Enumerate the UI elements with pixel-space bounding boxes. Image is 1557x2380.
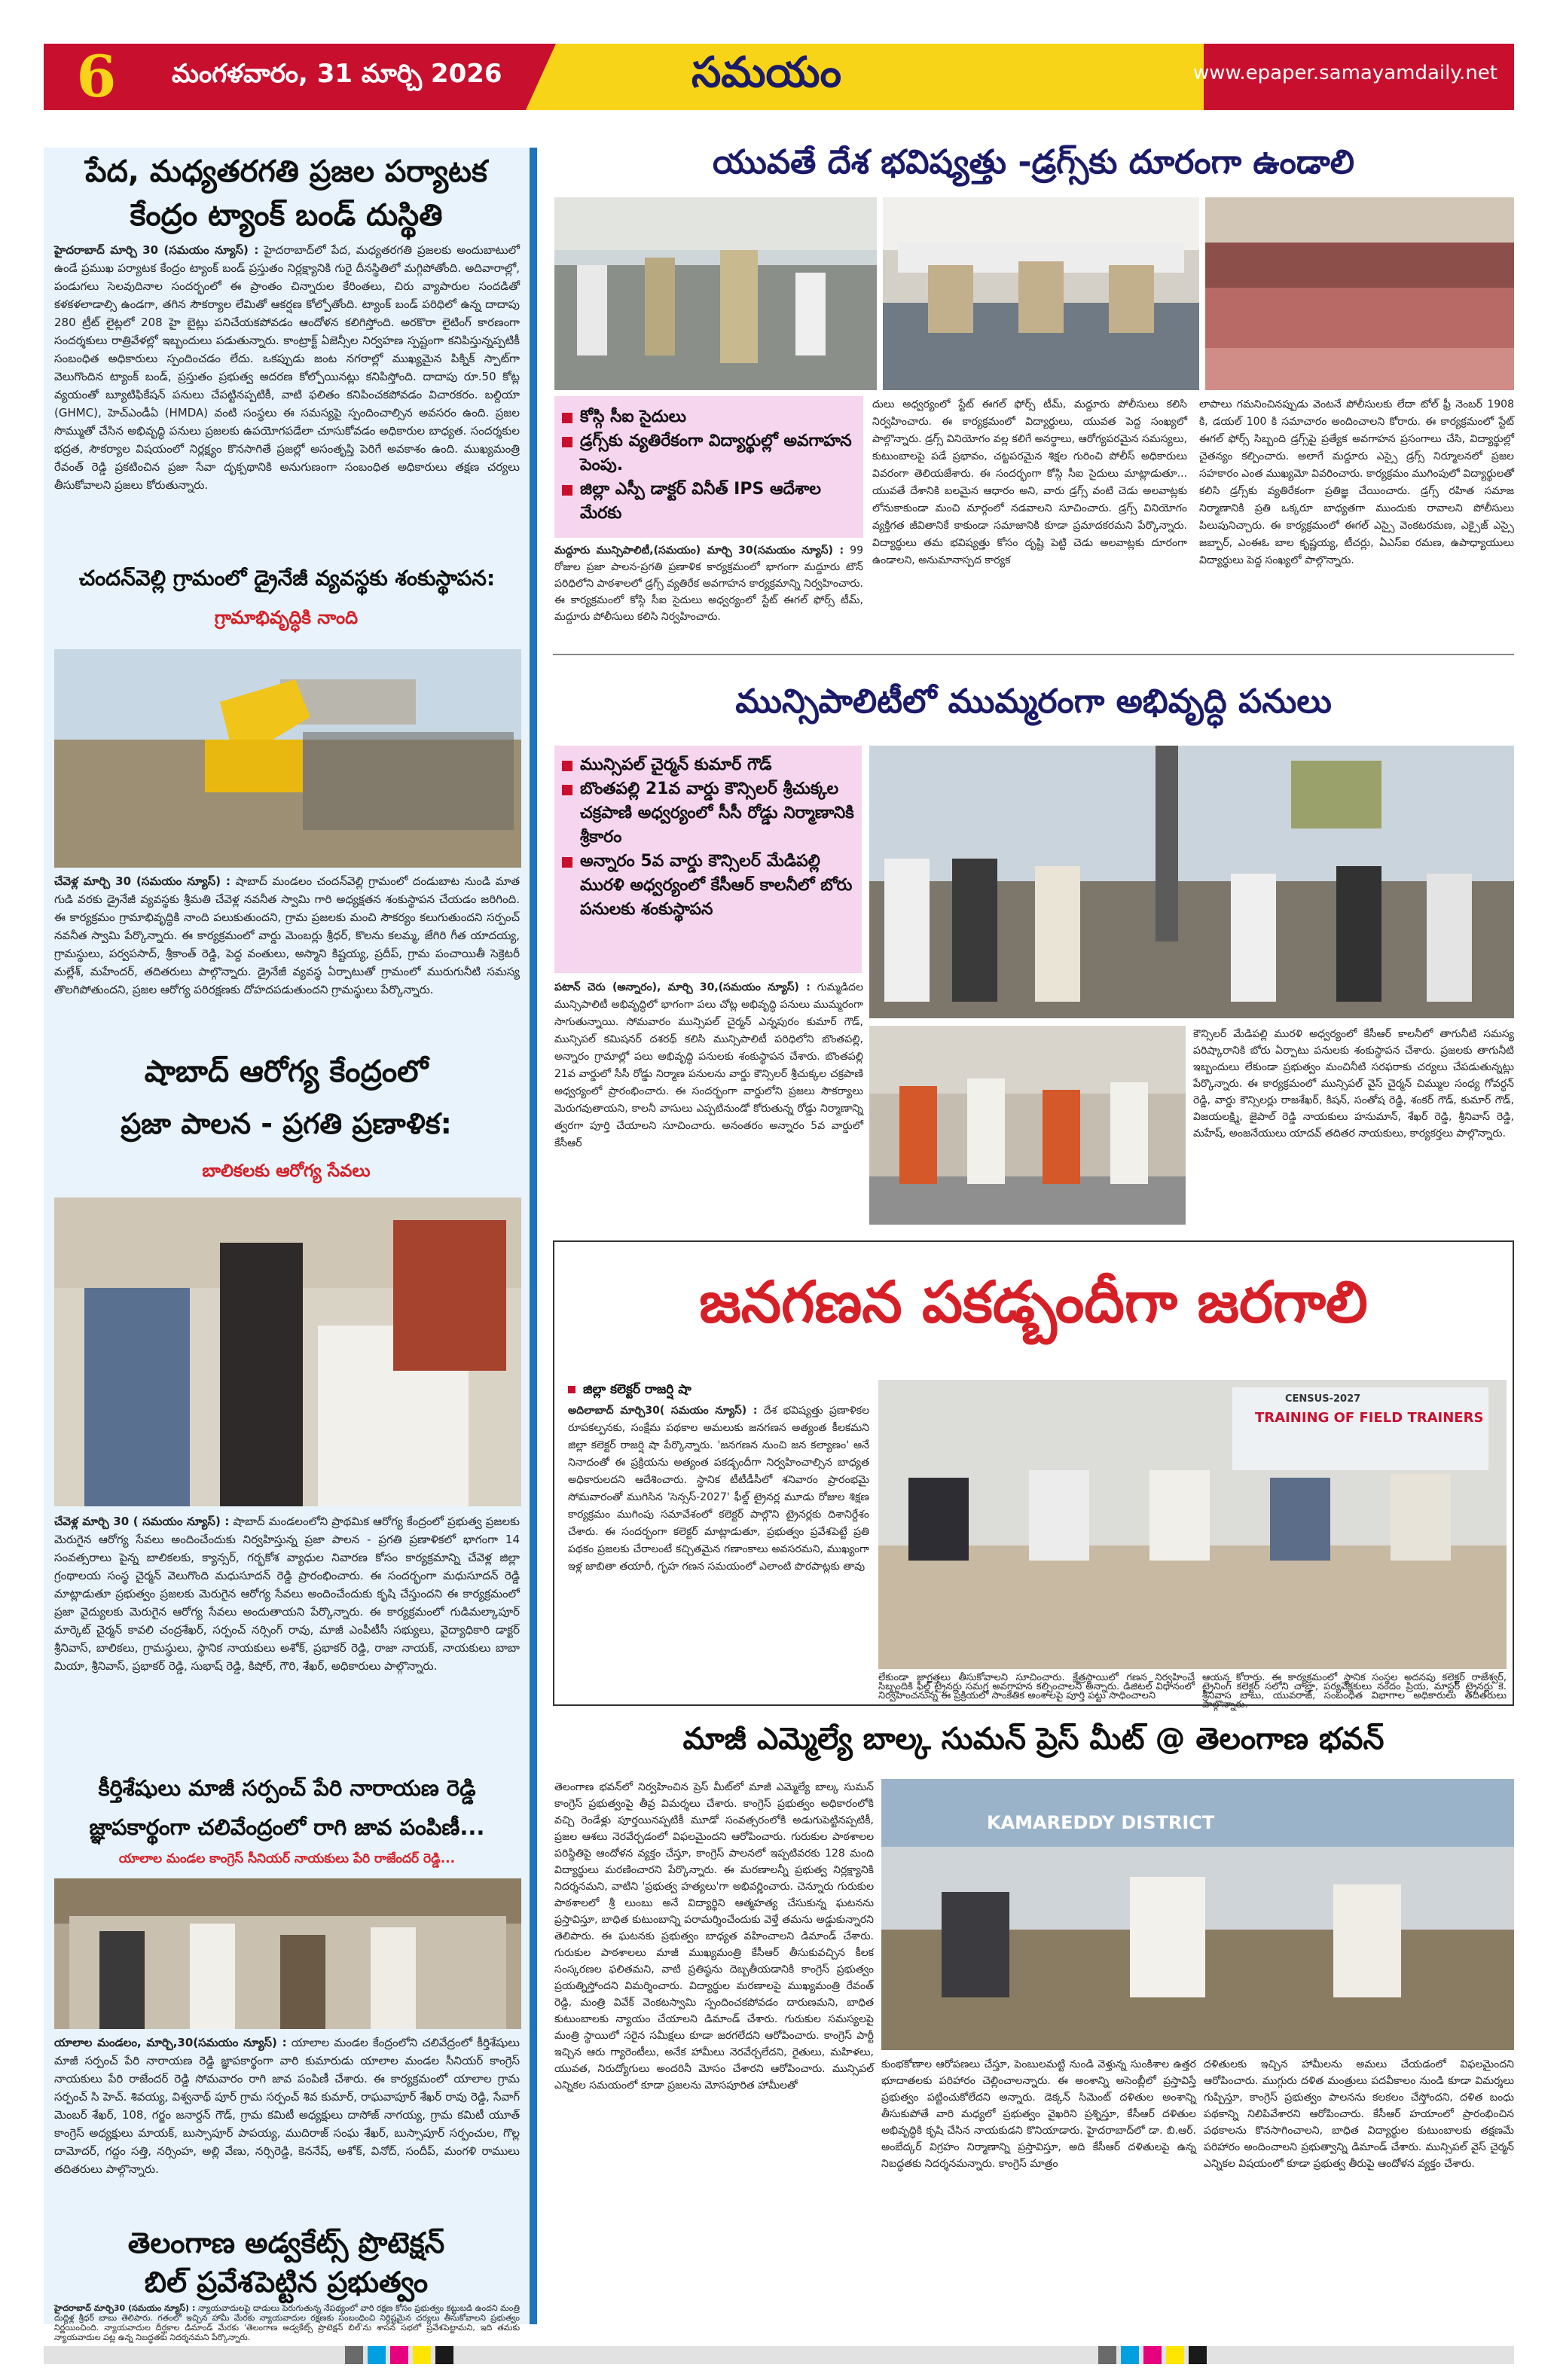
health-dateline: చేవెళ్ల మార్చి 30 ( సమయం న్యూస్) :	[54, 1515, 230, 1528]
health-article	[54, 1512, 520, 1768]
census-article-col1	[568, 1402, 869, 1663]
balka-article-col1	[554, 1779, 874, 2321]
bullet-square-icon	[562, 437, 572, 447]
balka-photo	[881, 1779, 1514, 2050]
drainage-body: షాబాద్ మండలం చందన్‌వెల్లి గ్రామంలో దండుబాట నుండి మాత గుడి వరకు డ్రైనేజీ వ్యవస్థకు శ్రీమతి చేవెళ్ల నవనీత స్వామి గారి అధ్యక్షతన శంకుస్థాపన చేయడం జరిగింది. ఈ కార్యక్రమం గ్రామాభివృద్ధికి నాంది పలుకుతుందని, గ్రామ ప్రజలకు మంచి సౌకర్యం కలుగుతుందని సర్పంచ్ నవనీత స్వామి పేర్కొన్నారు. ఈ కార్యక్రమంలో వార్డు మెంబర్లు శ్రీధర్, కొలను కలమ్మ, జేగిరి గీత యాదయ్య, గ్రామస్థులు, పర్వపసాద్, శ్రీకాంత్ రెడ్డి, పెద్ద వంతులు, అస్మాని కిష్టయ్య, ప్రదీప్, గ్రామ పంచాయితీ సెక్రెటరీ మల్లేశ్, మహేందర్, తదితరులు పాల్గొన్నారు. డ్రైనేజీ వ్యవస్థ ఏర్పాటుతో గ్రామంలో మురుగునీటి సమస్య తొలగిపోతుందని, ప్రజల ఆరోగ్య పరిరక్షణకు దోహదపడుతుందని గ్రామస్థులు పేర్కొన్నారు.	[54, 874, 520, 996]
newspaper-logo: సమయం	[691, 48, 841, 97]
drainage-subheadline: గ్రామాభివృద్ధికి నాంది	[214, 607, 359, 628]
youth-photo-center	[883, 197, 1199, 390]
balka-article-col3	[1204, 2056, 1514, 2321]
municipal-bullet-2	[562, 777, 854, 850]
tank-dateline: హైదరాబాద్ మార్చి 30 (సమయం న్యూస్) :	[54, 243, 259, 257]
youth-article-col3	[1199, 396, 1514, 642]
narayana-article	[54, 2034, 520, 2220]
youth-article-col2	[872, 396, 1187, 642]
census-dateline: అదిలాబాద్ మార్చి30( సమయం న్యూస్) :	[568, 1405, 758, 1417]
municipal-bullet-2-text: బొంతపల్లి 21వ వార్డు కౌన్సిలర్ శ్రీచుక్కల చక్రపాణి అధ్వర్యంలో సీసీ రోడ్డు నిర్మాణానికి శ్రీకారం	[580, 780, 854, 847]
column-divider-bar	[530, 148, 537, 2324]
balka-article-col2	[881, 2056, 1196, 2321]
census-banner-sub: TRAINING OF FIELD TRAINERS	[1255, 1410, 1484, 1426]
drainage-photo	[54, 649, 521, 868]
youth-photo-right	[1205, 197, 1514, 390]
youth-bullet-1	[562, 405, 856, 429]
youth-bullet-box	[554, 396, 863, 538]
census-headline: జనగణన పకడ్బందీగా జరగాలి	[699, 1268, 1368, 1335]
page-number: 6	[76, 43, 117, 110]
municipal-bullet-1	[562, 753, 854, 777]
municipal-photo-large	[869, 746, 1514, 1018]
municipal-bullet-box	[554, 746, 862, 973]
municipal-photo-small	[869, 1026, 1186, 1225]
balka-headline: మాజీ ఎమ్మెల్యే బాల్క సుమన్ ప్రెస్ మీట్ @ తెలంగాణ భవన్	[682, 1722, 1385, 1756]
bullet-square-icon	[562, 413, 572, 423]
census-body-col3: ఆయన కోరారు. ఈ కార్యక్రమంలో స్థానిక సంస్థల అదనపు కలెక్టర్ రాజేశ్వర్, ట్రైనింగ్ కలెక్టర్ సలోని చాబ్రా, పర్యవేక్షకులు నందం ప్రియ, మాస్టర్ ట్రైనర్లు కె. శ్రీనివాస బాబు, యువరాజ్, సంబంధిత విభాగాల అధికారులు తదితరులు పాల్గొన్నారు.	[1202, 1672, 1507, 1710]
narayana-subheadline: యాలాల మండల కాంగ్రెస్ సీనియర్ నాయకులు పేరి రాజేందర్ రెడ్డి...	[118, 1851, 456, 1866]
health-headline-2: ప్రజా పాలన - ప్రగతి ప్రణాళిక:	[121, 1107, 452, 1140]
census-bullet-text: జిల్లా కలెక్టర్ రాజర్షి షా	[583, 1382, 691, 1397]
census-article-col3	[1202, 1672, 1507, 1710]
balka-body-col2: కుంభకోణాల ఆరోపణలు చేస్తూ, పెంబులమట్టి నుండి వెళ్తున్న సుంకిశాల ఉత్తర భూదాతలకు పరిహారం చెల్లించాలన్నారు. ఈ అంశాన్ని అసెంబ్లీలో ప్రస్తావిస్తే ప్రభుత్వం పట్టించుకోలేదని అన్నారు. డెక్కన్ సిమెంట్ దళితుల అంశాన్ని తీసుకుపోతే వారి మధ్యలో ప్రభుత్వం వైఖరిని ప్రశ్నిస్తూ, కేసీఆర్ దళితుల అభివృద్ధికి కృషి చేసిన నాయకుడని కొనియాడారు. హైదరాబాద్‌లో డా. బి.ఆర్. అంబేద్కర్ విగ్రహం నిర్మాణాన్ని ప్రస్తావిస్తూ, అది కేసీఆర్ దళితులపై ఉన్న నిబద్ధతకు నిదర్శనమన్నారు. కాంగ్రెస్ మాత్రం	[881, 2058, 1196, 2170]
issue-date: మంగళవారం, 31 మార్చి 2026	[172, 59, 502, 89]
advocates-headline-2: బిల్ ప్రవేశపెట్టిన ప్రభుత్వం	[144, 2266, 429, 2299]
census-bullet	[568, 1380, 854, 1399]
advocates-article	[54, 2303, 520, 2342]
masthead-yellow-band	[526, 44, 1249, 110]
census-body-col2: లేకుండా జాగ్రత్తలు తీసుకోవాలని సూచించారు. క్షేత్రస్థాయిలో గణన నిర్వహించే సిబ్బందికి ఫీల్డ్ ట్రైనర్లు సమగ్ర అవగాహన కల్పించాలని అన్నారు. డిజిటల్ విధానంలో నిర్వహించనున్న ఈ ప్రక్రియలో సాంకేతిక అంశాలపై పూర్తి పట్టు సాధించాలని	[878, 1672, 1195, 1701]
bullet-square-icon	[568, 1386, 575, 1393]
census-article-col2	[878, 1674, 1195, 1701]
youth-bullet-3	[562, 478, 856, 526]
municipal-body-col1: గుమ్మడిదల మున్సిపాలిటీ అభివృద్ధిలో భాగంగా పలు చోట్ల అభివృద్ధి పనులు ముమ్మరంగా సాగుతున్నాయి. సోమవారం మున్సిపల్ చైర్మన్ ఎన్నపురం కుమార్ గౌడ్, మున్సిపల్ కమిషనర్ దశరథ్ కలిసి మున్సిపాలిటీ పరిధిలోని బొంతపల్లి, అన్నారం గ్రామాల్లో పలు అభివృద్ధి పనులకు శంకుస్థాపన చేశారు. బొంతపల్లి 21వ వార్డులో సీసీ రోడ్డు నిర్మాణ పనులను వార్డు కౌన్సిలర్ శ్రీచుక్కల చక్రపాణి అధ్వర్యంలో ప్రారంభించారు. ఈ సందర్భంగా వార్డులోని ప్రజలు సౌకర్యాలు మెరుగవుతాయని, కాలనీ వాసులు ఎప్పటినుండో కోరుతున్న రోడ్డు నిర్మాణాన్ని త్వరగా పూర్తి చేయాలని సూచించారు. అనంతరం అన్నారం 5వ వార్డులో కేసీఆర్	[554, 981, 863, 1149]
health-headline-1: షాబాద్ ఆరోగ్య కేంద్రంలో	[144, 1054, 429, 1089]
census-banner-title: CENSUS-2027	[1285, 1393, 1361, 1405]
youth-body-col3: లాపాలు గమనించినప్పుడు వెంటనే పోలీసులకు లేదా టోల్ ఫ్రీ నెంబర్ 1908 కి, డయల్ 100 కి సమాచారం అందించాలని కోరారు. ఈ కార్యక్రమంలో స్టేట్ ఈగల్ ఫోర్స్ సిబ్బంది డ్రగ్స్‌పై ప్రత్యేక అవగాహన ప్రసంగాలు చేసి, విద్యార్థుల్లో చైతన్యం కల్పించారు. అలాగే మద్దూరు ఎస్సై డ్రగ్స్ నిర్మూలనలో ప్రజల సహకారం ఎంత ముఖ్యమో వివరించారు. కార్యక్రమం ముగింపులో విద్యార్థులతో కలిసి డ్రగ్స్‌కు వ్యతిరేకంగా ప్రతిజ్ఞ చేయించారు. డ్రగ్స్ రహిత సమాజ నిర్మాణానికి ప్రతి ఒక్కరూ బాధ్యతగా ముందుకు రావాలని పోలీసులు పిలుపునిచ్చారు. ఈ కార్యక్రమంలో ఈగల్ ఎస్సై వెంకటరమణ, ఎక్సైజ్ ఎస్సై జబ్బార్, ఎంఈఓ బాల కృష్ణయ్య, టీచర్లు, ఏఎస్ఐ రమణ, ఉపాధ్యాయులు విద్యార్థులు పెద్ద సంఖ్యలో పాల్గొన్నారు.	[1199, 398, 1514, 566]
narayana-headline-2: జ్ఞాపకార్థంగా చలివేంద్రంలో రాగి జావ పంపిణీ...	[89, 1814, 485, 1840]
municipal-body-col2: కౌన్సిలర్ మేడిపల్లి మురళి అధ్వర్యంలో కేసీఆర్ కాలనీలో తాగునీటి సమస్య పరిష్కారానికి బోరు ఏర్పాటు పనులకు శంకుస్థాపన చేశారు. ప్రజలకు తాగునీటి ఇబ్బందులు లేకుండా ప్రభుత్వం మంచినీటి సరఫరాకు చర్యలు చేపడుతున్నట్లు పేర్కొన్నారు. ఈ కార్యక్రమంలో మున్సిపల్ వైస్ చైర్మన్ చిమ్ముల సంధ్య గోవర్ధన్ రెడ్డి, వార్డు కౌన్సిలర్లు రాజశేఖర్, కిషన్, సంతోష రెడ్డి, శంకర్ గౌడ్, కుమార్ గౌడ్, విజయలక్ష్మి, జైపాల్ రెడ్డి నాయకులు హనుమాన్, శేఖర్ రెడ్డి, శ్రీనివాస్ రెడ్డి, మహేష్, అంజనేయులు యాదవ్ తదితర నాయకులు, కార్యకర్తలు పాల్గొన్నారు.	[1193, 1028, 1514, 1140]
youth-bullet-3-text: జిల్లా ఎస్పీ డాక్టర్ వినీత్ IPS ఆదేశాల మేరకు	[580, 480, 822, 523]
advocates-dateline: హైదరాబాద్ మార్చి30 (సమయం న్యూస్) :	[54, 2303, 196, 2313]
census-body-col1: దేశ భవిష్యత్తు ప్రణాళికల రూపకల్పనకు, సంక్షేమ పథకాల అమలుకు జనగణన అత్యంత కీలకమని జిల్లా కలెక్టర్ రాజర్షి షా పేర్కొన్నారు. 'జనగణన నుంచి జన కల్యాణం' అనే నినాదంతో ఈ ప్రక్రియను అత్యంత పకడ్బందీగా నిర్వహించాల్సిన బాధ్యత అధికారులదని ఆదేశించారు. స్థానిక టీటీడీసీలో శనివారం ప్రారంభమై సోమవారంతో ముగిసిన 'సెన్సస్-2027' ఫీల్డ్ ట్రైనర్ల మూడు రోజుల శిక్షణ కార్యక్రమం ముగింపు సమావేశంలో కలెక్టర్ పాల్గొని ట్రైనర్లకు దిశానిర్దేశం చేశారు. ఈ సందర్భంగా కలెక్టర్ మాట్లాడుతూ, ప్రభుత్వం ప్రవేశపెట్టే ప్రతి పథకం ప్రజలకు చేరాలంటే కచ్చితమైన గణాంకాలు అవసరమని, ముఖ్యంగా ఇళ్ల జాబితా తయారీ, గృహ గణన సమయంలో ఎలాంటి పొరపాట్లకు తావు	[568, 1405, 869, 1573]
epaper-url[interactable]: www.epaper.samayamdaily.net	[1192, 62, 1497, 84]
youth-headline: యువతే దేశ భవిష్యత్తు -డ్రగ్స్‌కు దూరంగా ఉండాలి	[713, 143, 1354, 182]
health-body: షాబాద్ మండలంలోని ప్రాథమిక ఆరోగ్య కేంద్రంలో ప్రభుత్వ ప్రజలకు మెరుగైన ఆరోగ్య సేవలు అందించేందుకు నిర్వహిస్తున్న ప్రజా పాలన - ప్రగతి ప్రణాళికలో భాగంగా 14 సంవత్సరాలు పైన్న బాలికలకు, క్యాన్సర్, గర్భకోశ వ్యాధుల నివారణ కోసం కార్యక్రమాన్ని చేవెళ్ల జిల్లా గ్రంథాలయ సంస్థ చైర్మన్ వెలుగొంది మధుసూదన్ రెడ్డి ప్రారంభించారు. ఈ సందర్భంగా మధుసూదన్ రెడ్డి మాట్లాడుతూ ప్రభుత్వం ప్రజలకు మెరుగైన ఆరోగ్య సేవలు అందించేందుకు కృషి చేస్తుందని ఈ కార్యక్రమంలో ప్రజా వైద్యులకు మెరుగైన ఆరోగ్య సేవలు అందుతాయని పేర్కొన్నారు. ఈ కార్యక్రమంలో గుడిమల్కాపూర్ మార్కెట్ చైర్మన్ కావలి చంద్రశేఖర్, సర్పంచ్ నర్సింగ్ రావు, మాజీ ఎంపీటీసీ సభ్యులు, వైద్యాధికారి డాక్టర్ శ్రీనివాస్, బాలికలు, గ్రామస్థులు, స్థానిక నాయకులు అశోక్, ప్రభాకర్ రెడ్డి, రాజా నాయక్, నాయకులు బాబా మియా, శ్రీనివాస్, ప్రభాకర్ రెడ్డి, సుభాష్ రెడ్డి, కిషోర్, గౌరి, శేఖర్, అధికారులు పాల్గొన్నారు.	[54, 1515, 520, 1673]
youth-bullet-2-text: డ్రగ్స్‌కు వ్యతిరేకంగా విద్యార్థుల్లో అవగాహన పెంపు.	[580, 432, 852, 474]
advocates-headline-1: తెలంగాణ అడ్వకేట్స్ ప్రొటెక్షన్	[127, 2226, 445, 2259]
drainage-headline: చందన్‌వెల్లి గ్రామంలో డ్రైనేజీ వ్యవస్థకు శంకుస్థాపన:	[78, 566, 496, 590]
drainage-article	[54, 872, 520, 1044]
municipal-article-col2	[1193, 1026, 1514, 1225]
youth-photo-left	[554, 197, 877, 390]
narayana-photo	[54, 1878, 521, 2029]
advocates-body: న్యాయవాదులపై దాడులు పెరుగుతున్న నేపథ్యంలో వారి రక్షణ కోసం ప్రభుత్వం కట్టుబడి ఉందని మంత్రి దుద్దిళ్ల శ్రీధర్ బాబు తెలిపారు. గతంలో ఇచ్చిన హామీ మేరకు న్యాయవాదుల రక్షణకు సంబంధించి నిర్దిష్టమైన చర్యలు తీసుకోవాలని ప్రభుత్వం నిర్ణయించింది. న్యాయవాదుల దీర్ఘకాల డిమాండ్ మేరకు 'తెలంగాణ అడ్వకేట్స్ ప్రొటెక్షన్ బిల్'ను శాసన సభలో ప్రవేశపెట్టామని, ఇది తమకు న్యాయవాదుల పట్ల ఉన్న నిబద్ధతకు నిదర్శనమని పేర్కొన్నారు.	[54, 2303, 520, 2342]
youth-bullet-2	[562, 429, 856, 478]
youth-bullet-1-text: కోస్గి సీఐ సైదులు	[580, 407, 686, 426]
municipal-bullet-3-text: అన్నారం 5వ వార్డు కౌన్సిలర్ మేడిపల్లి మురళి అధ్వర్యంలో కేసీఆర్ కాలనీలో బోరు పనులకు శంకుస్థాపన	[580, 852, 853, 919]
bullet-square-icon	[562, 485, 572, 496]
section-divider	[553, 654, 1514, 655]
youth-body-col2: దులు అధ్వర్యంలో స్టేట్ ఈగల్ ఫోర్స్ టీమ్, మద్దూరు పోలీసులు కలిసి నిర్వహించారు. ఈ కార్యక్రమంలో విద్యార్థులు, యువత పెద్ద సంఖ్యలో పాల్గొన్నారు. డ్రగ్స్ వినియోగం వల్ల కలిగే అనర్థాలు, ఆరోగ్యపరమైన సమస్యలు, కుటుంబాలపై పడే ప్రభావం, చట్టపరమైన శిక్షల గురించి పోలీస్ అధికారులు వివరంగా తెలియజేశారు. ఈ సందర్భంగా కోస్గి సీఐ సైదులు మాట్లాడుతూ... యువతే దేశానికి బలమైన ఆధారం అని, వారు డ్రగ్స్ వంటి చెడు అలవాట్లకు లోనుకాకుండా మంచి మార్గంలో నడవాలని సూచించారు. డ్రగ్స్ వినియోగం వ్యక్తిగత జీవితానికే కాకుండా సమాజానికి కూడా ప్రమాదకరమని పేర్కొన్నారు. విద్యార్థులు తమ భవిష్యత్తు కోసం దృష్టి పెట్టి చెడు అలవాట్లకు దూరంగా ఉండాలని, అనుమానాస్పద కార్యక	[872, 398, 1187, 566]
health-photo	[54, 1198, 521, 1506]
youth-dateline: మద్దూరు మున్సిపాలిటీ,(సమయం) మార్చి 30(సమయం న్యూస్) :	[554, 545, 844, 557]
drainage-dateline: చేవెళ్ల మార్చి 30 (సమయం న్యూస్) :	[54, 874, 231, 888]
balka-body-col3: దళితులకు ఇచ్చిన హామీలను అమలు చేయడంలో విఫలమైందని ఆరోపించారు. ముగ్గురు దళిత మంత్రులు పదవీకాలం నుండి కూడా విమర్శలు గుప్పిస్తూ, కాంగ్రెస్ ప్రభుత్వం పాలనను కలకలం చేస్తోందని, దళిత బంధు పథకాన్ని నిలిపివేశారని ఆరోపించారు. కేసీఆర్ హయాంలో ప్రారంభించిన పథకాలను కొనసాగించాలని, బాధిత విద్యార్థుల కుటుంబాలకు తక్షణమే పరిహారం అందించాలని ప్రభుత్వాన్ని డిమాండ్ చేశారు. మున్సిపల్ వైస్ చైర్మన్ ఎన్నికల విషయంలో కూడా ప్రభుత్వ తీరుపై ఆందోళన వ్యక్తం చేశారు.	[1204, 2058, 1514, 2170]
tank-article	[54, 241, 520, 550]
bullet-square-icon	[562, 761, 572, 771]
masthead	[44, 44, 1514, 110]
tank-headline-1: పేద, మధ్యతరగతి ప్రజల పర్యాటక	[85, 154, 487, 189]
municipal-bullet-1-text: మున్సిపల్ చైర్మన్ కుమార్ గౌడ్	[580, 755, 772, 774]
youth-article-col1	[554, 542, 863, 642]
tank-body: హైదరాబాద్‌లో పేద, మధ్యతరగతి ప్రజలకు అందుబాటులో ఉండే ప్రముఖ పర్యాటక కేంద్రం ట్యాంక్ బండ్ ప్రస్తుతం నిర్లక్ష్యానికి గురై దీనస్థితిలో మగ్గిపోతోంది. అదివారాల్లో, పండుగలు సెలవుదినాల సందర్భంలో ఈ ప్రాంతం చిన్నారుల కేరింతలు, చిరు వ్యాపారుల సందడితో కళకళలాడాల్సి ఉండగా, తగిన సౌకర్యాల లేమితో ఆకర్షణ కోల్పోతోంది. ట్యాంక్ బండ్ పరిధిలో ఉన్న దాదాపు 280 ట్రీట్ లైట్లలో 208 హై బైట్లు పనిచేయకపోవడం ఆందోళన కలిగిస్తోంది. అరకొరా లైటింగ్ కారణంగా సందర్శకులు రాత్రివేళల్లో ఇబ్బందులు పడుతున్నారు. కాంట్రాక్ట్ ఏజెన్సీల నిర్వహణ స్పష్టంగా కనిపిస్తున్నప్పటికీ సంబంధిత అధికారులు స్పందించడం లేదు. ఒకప్పుడు జంట నగరాల్లో ముఖ్యమైన పిక్నిక్ స్పాట్‌గా వెలుగొందిన ట్యాంక్ బండ్, ప్రస్తుతం ప్రభుత్వ అదరణ కోల్పోయినట్లు కనిపిస్తోంది. దాదాపు రూ.50 కోట్ల వ్యయంతో బ్యూటిఫికేషన్ పనులు చేపట్టినప్పటికీ, వాటి ఫలితం కనిపించకపోవడం విచారకరం. బల్దియా (GHMC), హెచ్ఎండీఏ (HMDA) వంటి సంస్థలు ఈ సమస్యపై స్పందించాల్సిన అవసరం ఉంది. ప్రజల సొమ్ముతో చేసిన అభివృద్ధి పనులు ప్రజలకు ఉపయోగపడేలా చూసుకోవడం అధికారుల బాధ్యత. సందర్శకుల భద్రత, సౌకర్యాల విషయంలో నిర్లక్ష్యం కొనసాగితే ప్రజల్లో అసంతృప్తి పెరిగే అవకాశం ఉంది. ముఖ్యమంత్రి రేవంత్ రెడ్డి ప్రకటించిన ప్రజా సేవా దృక్పథానికి అనుగుణంగా సంబంధిత అధికారులు తక్షణ చర్యలు తీసుకోవాలని ప్రజలు కోరుతున్నారు.	[54, 243, 520, 492]
narayana-body: యాలాల మండల కేంద్రంలోని చలివేద్రంలో కీర్తిశేషులు మాజీ సర్పంచ్ పేరి నారాయణ రెడ్డి జ్ఞాపకార్థంగా వారి కుమారుడు యాలాల మండల సీనియర్ కాంగ్రెస్ నాయకులు పేరి రాజేందర్ రెడ్డి సోమవారం రాగి జావ పంపిణీ చేశారు. ఈ కార్యక్రమంలో యాలాల గ్రామ సర్పంచ్ సి హెచ్. శివయ్య, విశ్వనాథ్ పూర్ గ్రామ సర్పంచ్ శివ కుమార్, రాఘవాపూర్ శేఖర్ రావు రెడ్డి, సేవాగ్ మెంబర్ శేఖర్, 108, గర్జం జనార్దన్ గౌడ్, గ్రామ కమిటీ అధ్యక్షులు దాసోజ్ నాగయ్య, గ్రామ కమిటీ యూత్ కాంగ్రెస్ అధ్యక్షులు మాయక్, బుస్సాపూర్ పాపయ్య, ముదిరాజ్ సంఘ శేఖర్, బుస్సాపూర్ సర్పంచుల, గొల్ల దామోదర్, గద్దం సత్తి, నర్సింహ, అల్లి వేణు, నర్సిరెడ్డి, కెననేష్, అశోక్, వినోద్, సందీప్, మంగళి రాములు తదితరులు పాల్గొన్నారు.	[54, 2036, 520, 2176]
balka-banner-text: KAMAREDDY DISTRICT	[987, 1812, 1215, 1833]
census-photo	[878, 1380, 1507, 1669]
municipal-bullet-3	[562, 850, 854, 922]
narayana-dateline: యాలాల మండలం, మార్చి,30(సమయం న్యూస్) :	[54, 2036, 287, 2049]
bullet-square-icon	[562, 857, 572, 868]
youth-body-col1: 99 రోజుల ప్రజా పాలన-ప్రగతి ప్రణాళిక కార్యక్రమంలో భాగంగా మద్దూరు టౌన్ పరిధిలోని పాఠశాలలో డ్రగ్స్ వ్యతిరేక అవగాహన కార్యక్రమాన్ని నిర్వహించారు. ఈ కార్యక్రమంలో కోస్గి సీఐ సైదులు అధ్వర్యంలో స్టేట్ ఈగల్ ఫోర్స్ టీమ్, మద్దూరు పోలీసులు కలిసి నిర్వహించారు.	[554, 545, 863, 623]
balka-body-col1: తెలంగాణ భవన్‌లో నిర్వహించిన ప్రెస్ మీట్‌లో మాజీ ఎమ్మెల్యే బాల్క సుమన్ కాంగ్రెస్ ప్రభుత్వంపై తీవ్ర విమర్శలు చేశారు. కాంగ్రెస్ ప్రభుత్వం అధికారంలోకి వచ్చి రెండేళ్లు పూర్తయినప్పటికీ మూడో సంవత్సరంలోకి అడుగుపెట్టినప్పటికీ, ప్రజల ఆశలు నెరవేర్చడంలో విఫలమైందని ఆరోపించారు. గురుకుల పాఠశాలల పరిస్థితిపై ఆందోళన వ్యక్తం చేస్తూ, కాంగ్రెస్ పాలనలో ఇప్పటివరకు 128 మంది విద్యార్థులు మరణించారని పేర్కొన్నారు. ఈ మరణాలన్నీ ప్రభుత్వ నిర్లక్ష్యానికి నిదర్శనమని, వాటిని 'ప్రభుత్వ హత్యలు'గా అభివర్ణించారు. చెన్నూరు గురుకుల పాఠశాలలో శ్రీ లుంబు అనే విద్యార్థిని ఆత్మహత్య చేసుకున్న ఘటనను ప్రస్తావిస్తూ, బాధిత కుటుంబాన్ని పరామర్శించేందుకు వెళ్తే తమను అడ్డుకున్నారని తెలిపారు. ఈ ఘటనకు ప్రభుత్వం బాధ్యత వహించాలని డిమాండ్ చేశారు. గురుకుల పాఠశాలలు మాజీ ముఖ్యమంత్రి కేసీఆర్ తీసుకువచ్చిన కీలక సంస్కరణల ఫలితమని, వాటి ప్రతిష్ఠను దెబ్బతీయడానికి కాంగ్రెస్ ప్రభుత్వం ప్రయత్నిస్తోందని విమర్శించారు. విద్యార్థుల మరణాలపై ముఖ్యమంత్రి రేవంత్ రెడ్డి, మంత్రి వివేక్ వెంకటస్వామి స్పందించకపోవడం దారుణమని, బాధిత కుటుంబాలకు న్యాయం చేయాలని డిమాండ్ చేశారు. గురుకుల సమస్యలపై మంత్రి స్థాయిలో సరైన సమీక్షలు కూడా జరగలేదని ఆరోపించారు. కాంగ్రెస్ పార్టీ ఇచ్చిన ఆరు గ్యారెంటీలు, అనేక హామీలు నెరవేర్చలేదని, రైతులు, మహిళలు, యువత, నిరుద్యోగులు అందరినీ మోసం చేశారని ఆరోపించారు. మున్సిపల్ ఎన్నికల సమయంలో కూడా ప్రజలను మోసపూరిత హామీలతో	[554, 1781, 874, 2092]
municipal-article-col1	[554, 979, 863, 1226]
print-color-bar	[44, 2346, 1514, 2364]
health-subheadline: బాలికలకు ఆరోగ్య సేవలు	[202, 1161, 371, 1181]
bullet-square-icon	[562, 785, 572, 795]
tank-headline-2: కేంద్రం ట్యాంక్ బండ్ దుస్థితి	[130, 198, 443, 233]
narayana-headline-1: కీర్తిశేషులు మాజీ సర్పంచ్ పేరి నారాయణ రెడ్డి	[98, 1775, 476, 1801]
municipal-dateline: పటాన్ చెరు (అన్నారం), మార్చి 30,(సమయం న్యూస్) :	[554, 981, 811, 993]
municipal-headline: మున్సిపాలిటీలో ముమ్మరంగా అభివృద్ధి పనులు	[735, 682, 1332, 721]
